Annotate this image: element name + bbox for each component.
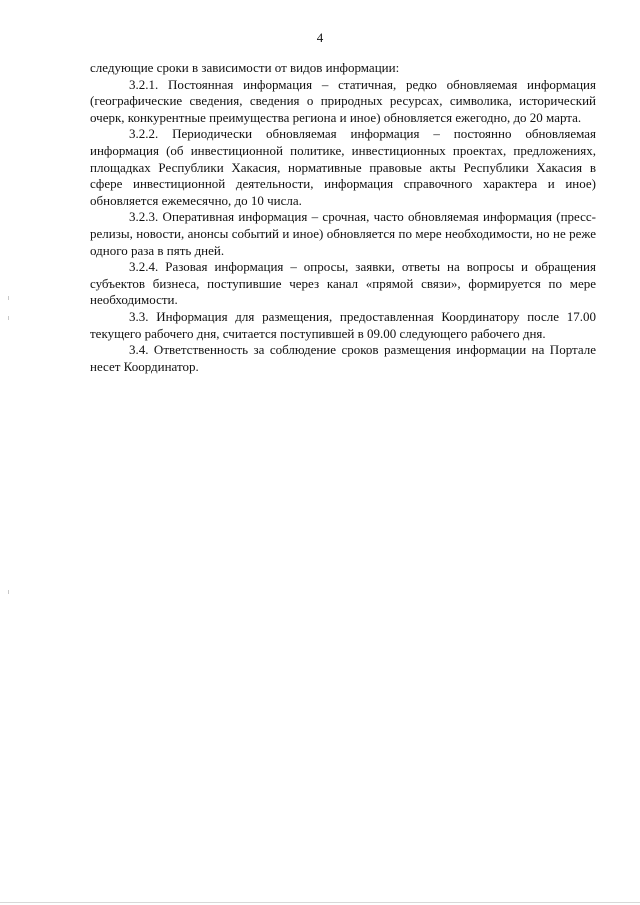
paragraph-3-2-2: 3.2.2. Периодически обновляемая информация – постоянно обновляемая информация (об инвестиционной политике, инвестиционных проектах, предложениях, площадках Республики Хакасия, нормативные правовые акты Республики Хакасия в сфере инвестиционной деятельности, информация справочного характера и иное) обновляется ежемесячно, до 10 числа. xyxy=(90,126,596,208)
paragraph-3-2-3: 3.2.3. Оперативная информация – срочная, часто обновляемая информация (пресс-релизы, новости, анонсы событий и иное) обновляется по мере необходимости, но не реже одного раза в пять дней. xyxy=(90,209,596,258)
document-body xyxy=(90,60,596,375)
paragraph-3-2-1: 3.2.1. Постоянная информация – статичная, редко обновляемая информация (географические сведения, сведения о природных ресурсах, символика, исторический очерк, конкурентные преимущества региона и иное) обновляется ежегодно, до 20 марта. xyxy=(90,76,596,125)
paragraph-intro: следующие сроки в зависимости от видов информации: xyxy=(90,60,400,75)
scan-mark xyxy=(8,316,9,320)
scan-mark xyxy=(8,590,9,594)
scan-edge-line xyxy=(0,902,640,903)
paragraph-3-4: 3.4. Ответственность за соблюдение сроков размещения информации на Портале несет Координатор. xyxy=(90,342,596,374)
page-number: 4 xyxy=(316,30,324,45)
paragraph-3-2-4: 3.2.4. Разовая информация – опросы, заявки, ответы на вопросы и обращения субъектов бизнеса, поступившие через канал «прямой связи», формируется по мере необходимости. xyxy=(90,259,596,308)
scan-mark xyxy=(8,296,9,300)
paragraph-3-3: 3.3. Информация для размещения, предоставленная Координатору после 17.00 текущего рабочего дня, считается поступившей в 09.00 следующего рабочего дня. xyxy=(90,308,596,341)
